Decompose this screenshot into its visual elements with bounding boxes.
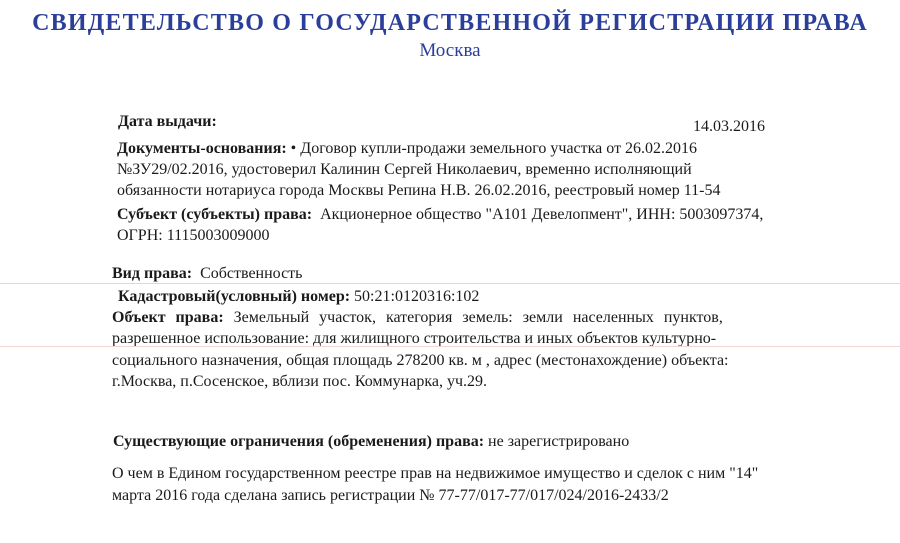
cadastral-label: Кадастровый(условный) номер: xyxy=(118,288,351,305)
object-text-1: Земельный участок, категория земель: земли населенных пунктов, xyxy=(233,309,723,326)
documents-label: Документы-основания: xyxy=(117,140,287,157)
scan-line-pink xyxy=(0,346,900,347)
documents-line-2: №ЗУ29/02.2016, удостоверил Калинин Сергей Николаевич, временно исполняющий xyxy=(117,161,692,178)
documents-text-1: • Договор купли-продажи земельного участка от 26.02.2016 xyxy=(290,140,698,157)
object-label: Объект права: xyxy=(112,309,224,326)
subject-line-1 xyxy=(117,205,763,225)
documents-line-1 xyxy=(117,139,697,159)
restrictions-line xyxy=(113,432,629,452)
cadastral-value: 50:21:0120316:102 xyxy=(354,288,480,305)
restrictions-label: Существующие ограничения (обременения) права: xyxy=(113,433,485,450)
object-line-1 xyxy=(112,308,723,328)
subject-line-2: ОГРН: 1115003009000 xyxy=(117,227,270,244)
right-type-line xyxy=(112,264,302,284)
object-line-3: социального назначения, общая площадь 278200 кв. м , адрес (местонахождение) объекта: xyxy=(112,352,729,369)
subject-label: Субъект (субъекты) права: xyxy=(117,206,313,223)
right-type-value: Собственность xyxy=(200,265,303,282)
documents-line-3: обязанности нотариуса города Москвы Репина Н.В. 26.02.2016, реестровый номер 11-54 xyxy=(117,182,721,199)
certificate-title: СВИДЕТЕЛЬСТВО О ГОСУДАРСТВЕННОЙ РЕГИСТРАЦИИ ПРАВА xyxy=(32,10,868,36)
registry-line-2: марта 2016 года сделана запись регистрации № 77-77/017-77/017/024/2016-2433/2 xyxy=(112,487,669,504)
cadastral-line xyxy=(118,287,479,307)
issue-date-label: Дата выдачи: xyxy=(118,113,217,130)
certificate-city: Москва xyxy=(419,40,481,61)
registry-line-1: О чем в Едином государственном реестре прав на недвижимое имущество и сделок с ним "14" xyxy=(112,465,759,482)
right-type-label: Вид права: xyxy=(112,265,193,282)
scan-line-gray xyxy=(0,283,900,284)
object-line-4: г.Москва, п.Сосенское, вблизи пос. Коммунарка, уч.29. xyxy=(112,373,487,390)
subject-text-1: Акционерное общество "А101 Девелопмент", ИНН: 5003097374, xyxy=(320,206,764,223)
issue-date-value: 14.03.2016 xyxy=(693,118,765,135)
restrictions-value: не зарегистрировано xyxy=(488,433,630,450)
object-line-2: разрешенное использование: для жилищного строительства и иных объектов культурно- xyxy=(112,330,717,347)
